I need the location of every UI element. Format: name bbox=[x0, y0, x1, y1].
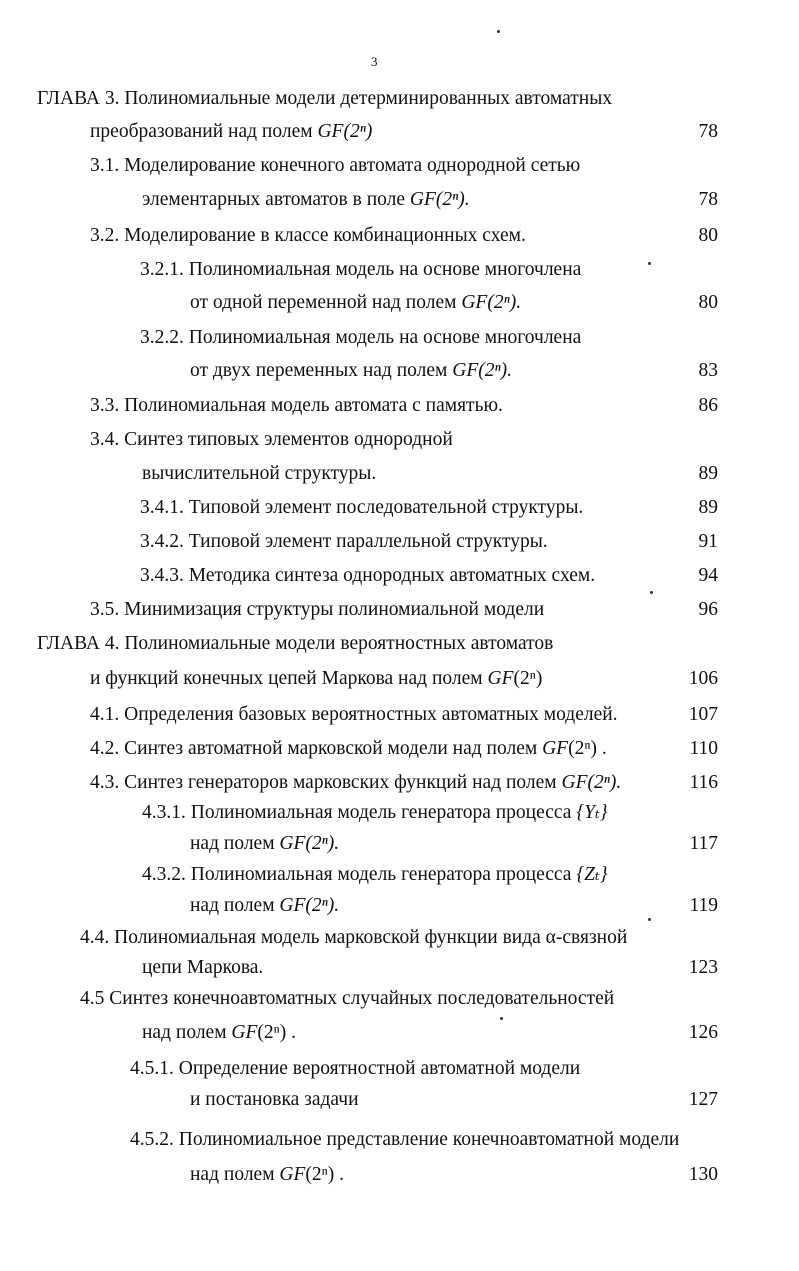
toc-page-number: 126 bbox=[688, 1022, 718, 1043]
toc-entry-s4-3-2-cont bbox=[190, 896, 339, 916]
toc-page-number: 78 bbox=[698, 121, 718, 142]
toc-entry-s4-5-cont bbox=[142, 1023, 296, 1043]
math-expression: {Zₜ} bbox=[576, 864, 608, 885]
math-expression: GF bbox=[231, 1022, 258, 1043]
toc-entry-title: цепи Маркова. bbox=[142, 957, 264, 978]
toc-entry-title: 4.5 Синтез конечноавтоматных случайных последовательностей bbox=[80, 988, 615, 1009]
toc-entry-s4-4 bbox=[80, 928, 627, 948]
toc-entry-title: от одной переменной над полем bbox=[190, 292, 462, 313]
toc-page-number: 89 bbox=[698, 463, 718, 484]
math-expression: GF(2ⁿ). bbox=[279, 895, 340, 916]
math-expression-tail: (2ⁿ) bbox=[513, 668, 543, 689]
toc-entry-title: 3.5. Минимизация структуры полиномиальной модели bbox=[90, 599, 545, 620]
toc-page-number: 80 bbox=[698, 292, 718, 313]
scan-speck bbox=[648, 918, 651, 921]
toc-entry-title: вычислительной структуры. bbox=[142, 463, 377, 484]
toc-entry-title: ГЛАВА 3. Полиномиальные модели детерминированных автоматных bbox=[37, 88, 613, 109]
toc-entry-title: 3.4. Синтез типовых элементов однородной bbox=[90, 429, 453, 450]
math-expression: GF bbox=[279, 1164, 306, 1185]
toc-entry-title: 4.1. Определения базовых вероятностных автоматных моделей. bbox=[90, 704, 618, 725]
toc-page-number: 107 bbox=[688, 704, 718, 725]
toc-entry-title: над полем bbox=[190, 1164, 280, 1185]
toc-entry-title: и постановка задачи bbox=[190, 1089, 359, 1110]
toc-entry-s4-1 bbox=[90, 705, 618, 725]
toc-entry-title: 4.5.2. Полиномиальное представление конечноавтоматной модели bbox=[130, 1129, 680, 1150]
math-expression-tail: (2ⁿ) . bbox=[568, 738, 607, 759]
toc-entry-title: от двух переменных над полем bbox=[190, 360, 453, 381]
math-expression: GF(2ⁿ). bbox=[279, 833, 340, 854]
toc-entry-s3-2-1 bbox=[140, 260, 581, 280]
toc-page-number: 117 bbox=[689, 833, 718, 854]
toc-entry-s3-2 bbox=[90, 226, 526, 246]
toc-page-number: 83 bbox=[698, 360, 718, 381]
toc-entry-s4-3-1 bbox=[142, 803, 608, 823]
toc-entry-s4-3 bbox=[90, 773, 621, 793]
toc-entry-s3-1-cont bbox=[142, 190, 470, 210]
math-expression: GF(2ⁿ). bbox=[452, 360, 512, 381]
toc-entry-ch4-cont bbox=[90, 669, 542, 689]
toc-page-number: 89 bbox=[698, 497, 718, 518]
toc-entry-title: преобразований над полем bbox=[90, 121, 318, 142]
toc-entry-s3-4-3 bbox=[140, 566, 595, 586]
toc-entry-ch3-cont bbox=[90, 122, 372, 142]
scan-speck bbox=[497, 30, 500, 33]
toc-entry-s3-2-2 bbox=[140, 328, 581, 348]
toc-entry-title: 4.4. Полиномиальная модель марковской функции вида α-связной bbox=[80, 927, 628, 948]
toc-page-number: 127 bbox=[688, 1089, 718, 1110]
toc-entry-s3-4-2 bbox=[140, 532, 548, 552]
toc-page-number: 80 bbox=[698, 225, 718, 246]
toc-entry-title: 3.3. Полиномиальная модель автомата с памятью. bbox=[90, 395, 503, 416]
toc-entry-s4-5-1-cont bbox=[190, 1090, 359, 1110]
math-expression: GF bbox=[487, 668, 514, 689]
toc-entry-s3-4 bbox=[90, 430, 453, 450]
toc-entry-title: 4.3.1. Полиномиальная модель генератора процесса bbox=[142, 802, 577, 823]
toc-entry-s3-4-cont bbox=[142, 464, 376, 484]
math-expression-tail: (2ⁿ) . bbox=[257, 1022, 297, 1043]
toc-entry-s3-1 bbox=[90, 156, 580, 176]
scan-speck bbox=[650, 591, 653, 594]
toc-entry-s3-3 bbox=[90, 396, 503, 416]
math-expression: {Yₜ} bbox=[576, 802, 608, 823]
toc-entry-s4-5 bbox=[80, 989, 614, 1009]
toc-entry-title: элементарных автоматов в поле bbox=[142, 189, 410, 210]
toc-entry-s3-2-2-cont bbox=[190, 361, 512, 381]
page-number: 3 bbox=[371, 54, 378, 69]
toc-page-number: 86 bbox=[698, 395, 718, 416]
toc-entry-title: 3.1. Моделирование конечного автомата однородной сетью bbox=[90, 155, 581, 176]
math-expression: GF bbox=[542, 738, 569, 759]
toc-entry-title: 3.4.3. Методика синтеза однородных автоматных схем. bbox=[140, 565, 596, 586]
toc-page-number: 78 bbox=[698, 189, 718, 210]
math-expression: GF(2ⁿ). bbox=[461, 292, 522, 313]
toc-entry-title: 3.4.1. Типовой элемент последовательной структуры. bbox=[140, 497, 584, 518]
math-expression: GF(2ⁿ) bbox=[317, 121, 373, 142]
toc-page-number: 116 bbox=[689, 772, 718, 793]
toc-entry-title: 4.3. Синтез генераторов марковских функций над полем bbox=[90, 772, 562, 793]
math-expression-tail: (2ⁿ) . bbox=[305, 1164, 345, 1185]
toc-entry-s3-5 bbox=[90, 600, 544, 620]
toc-entry-s4-5-2-cont bbox=[190, 1165, 344, 1185]
toc-page-number: 110 bbox=[689, 738, 718, 759]
toc-entry-s4-2 bbox=[90, 739, 607, 759]
toc-entry-s4-5-2 bbox=[130, 1130, 679, 1150]
toc-entry-title: ГЛАВА 4. Полиномиальные модели вероятностных автоматов bbox=[37, 633, 554, 654]
toc-entry-title: над полем bbox=[142, 1022, 232, 1043]
toc-page-number: 119 bbox=[689, 895, 718, 916]
toc-page-number: 130 bbox=[688, 1164, 718, 1185]
toc-entry-s3-2-1-cont bbox=[190, 293, 521, 313]
toc-page-number: 94 bbox=[698, 565, 718, 586]
toc-entry-s4-5-1 bbox=[130, 1059, 580, 1079]
toc-entry-title: 4.2. Синтез автоматной марковской модели над полем bbox=[90, 738, 543, 759]
toc-entry-title: 3.4.2. Типовой элемент параллельной структуры. bbox=[140, 531, 548, 552]
toc-entry-s4-3-1-cont bbox=[190, 834, 339, 854]
toc-entry-s4-4-cont bbox=[142, 958, 263, 978]
math-expression: GF(2ⁿ). bbox=[409, 189, 470, 210]
toc-entry-ch4 bbox=[37, 634, 553, 654]
toc-entry-title: и функций конечных цепей Маркова над полем bbox=[90, 668, 488, 689]
toc-page-number: 91 bbox=[698, 531, 718, 552]
scan-speck bbox=[648, 262, 651, 265]
toc-entry-title: над полем bbox=[190, 895, 280, 916]
toc-entry-s3-4-1 bbox=[140, 498, 583, 518]
toc-entry-title: 4.5.1. Определение вероятностной автоматной модели bbox=[130, 1058, 581, 1079]
toc-page-number: 106 bbox=[688, 668, 718, 689]
math-expression: GF(2ⁿ). bbox=[561, 772, 622, 793]
scan-speck bbox=[500, 1017, 503, 1020]
toc-entry-s4-3-2 bbox=[142, 865, 608, 885]
toc-entry-title: 3.2.2. Полиномиальная модель на основе многочлена bbox=[140, 327, 582, 348]
toc-entry-title: 4.3.2. Полиномиальная модель генератора процесса bbox=[142, 864, 577, 885]
toc-entry-title: 3.2.1. Полиномиальная модель на основе многочлена bbox=[140, 259, 582, 280]
toc-entry-title: 3.2. Моделирование в классе комбинационных схем. bbox=[90, 225, 526, 246]
toc-page-number: 96 bbox=[698, 599, 718, 620]
toc-entry-title: над полем bbox=[190, 833, 280, 854]
toc-page-number: 123 bbox=[688, 957, 718, 978]
toc-entry-ch3 bbox=[37, 89, 612, 109]
